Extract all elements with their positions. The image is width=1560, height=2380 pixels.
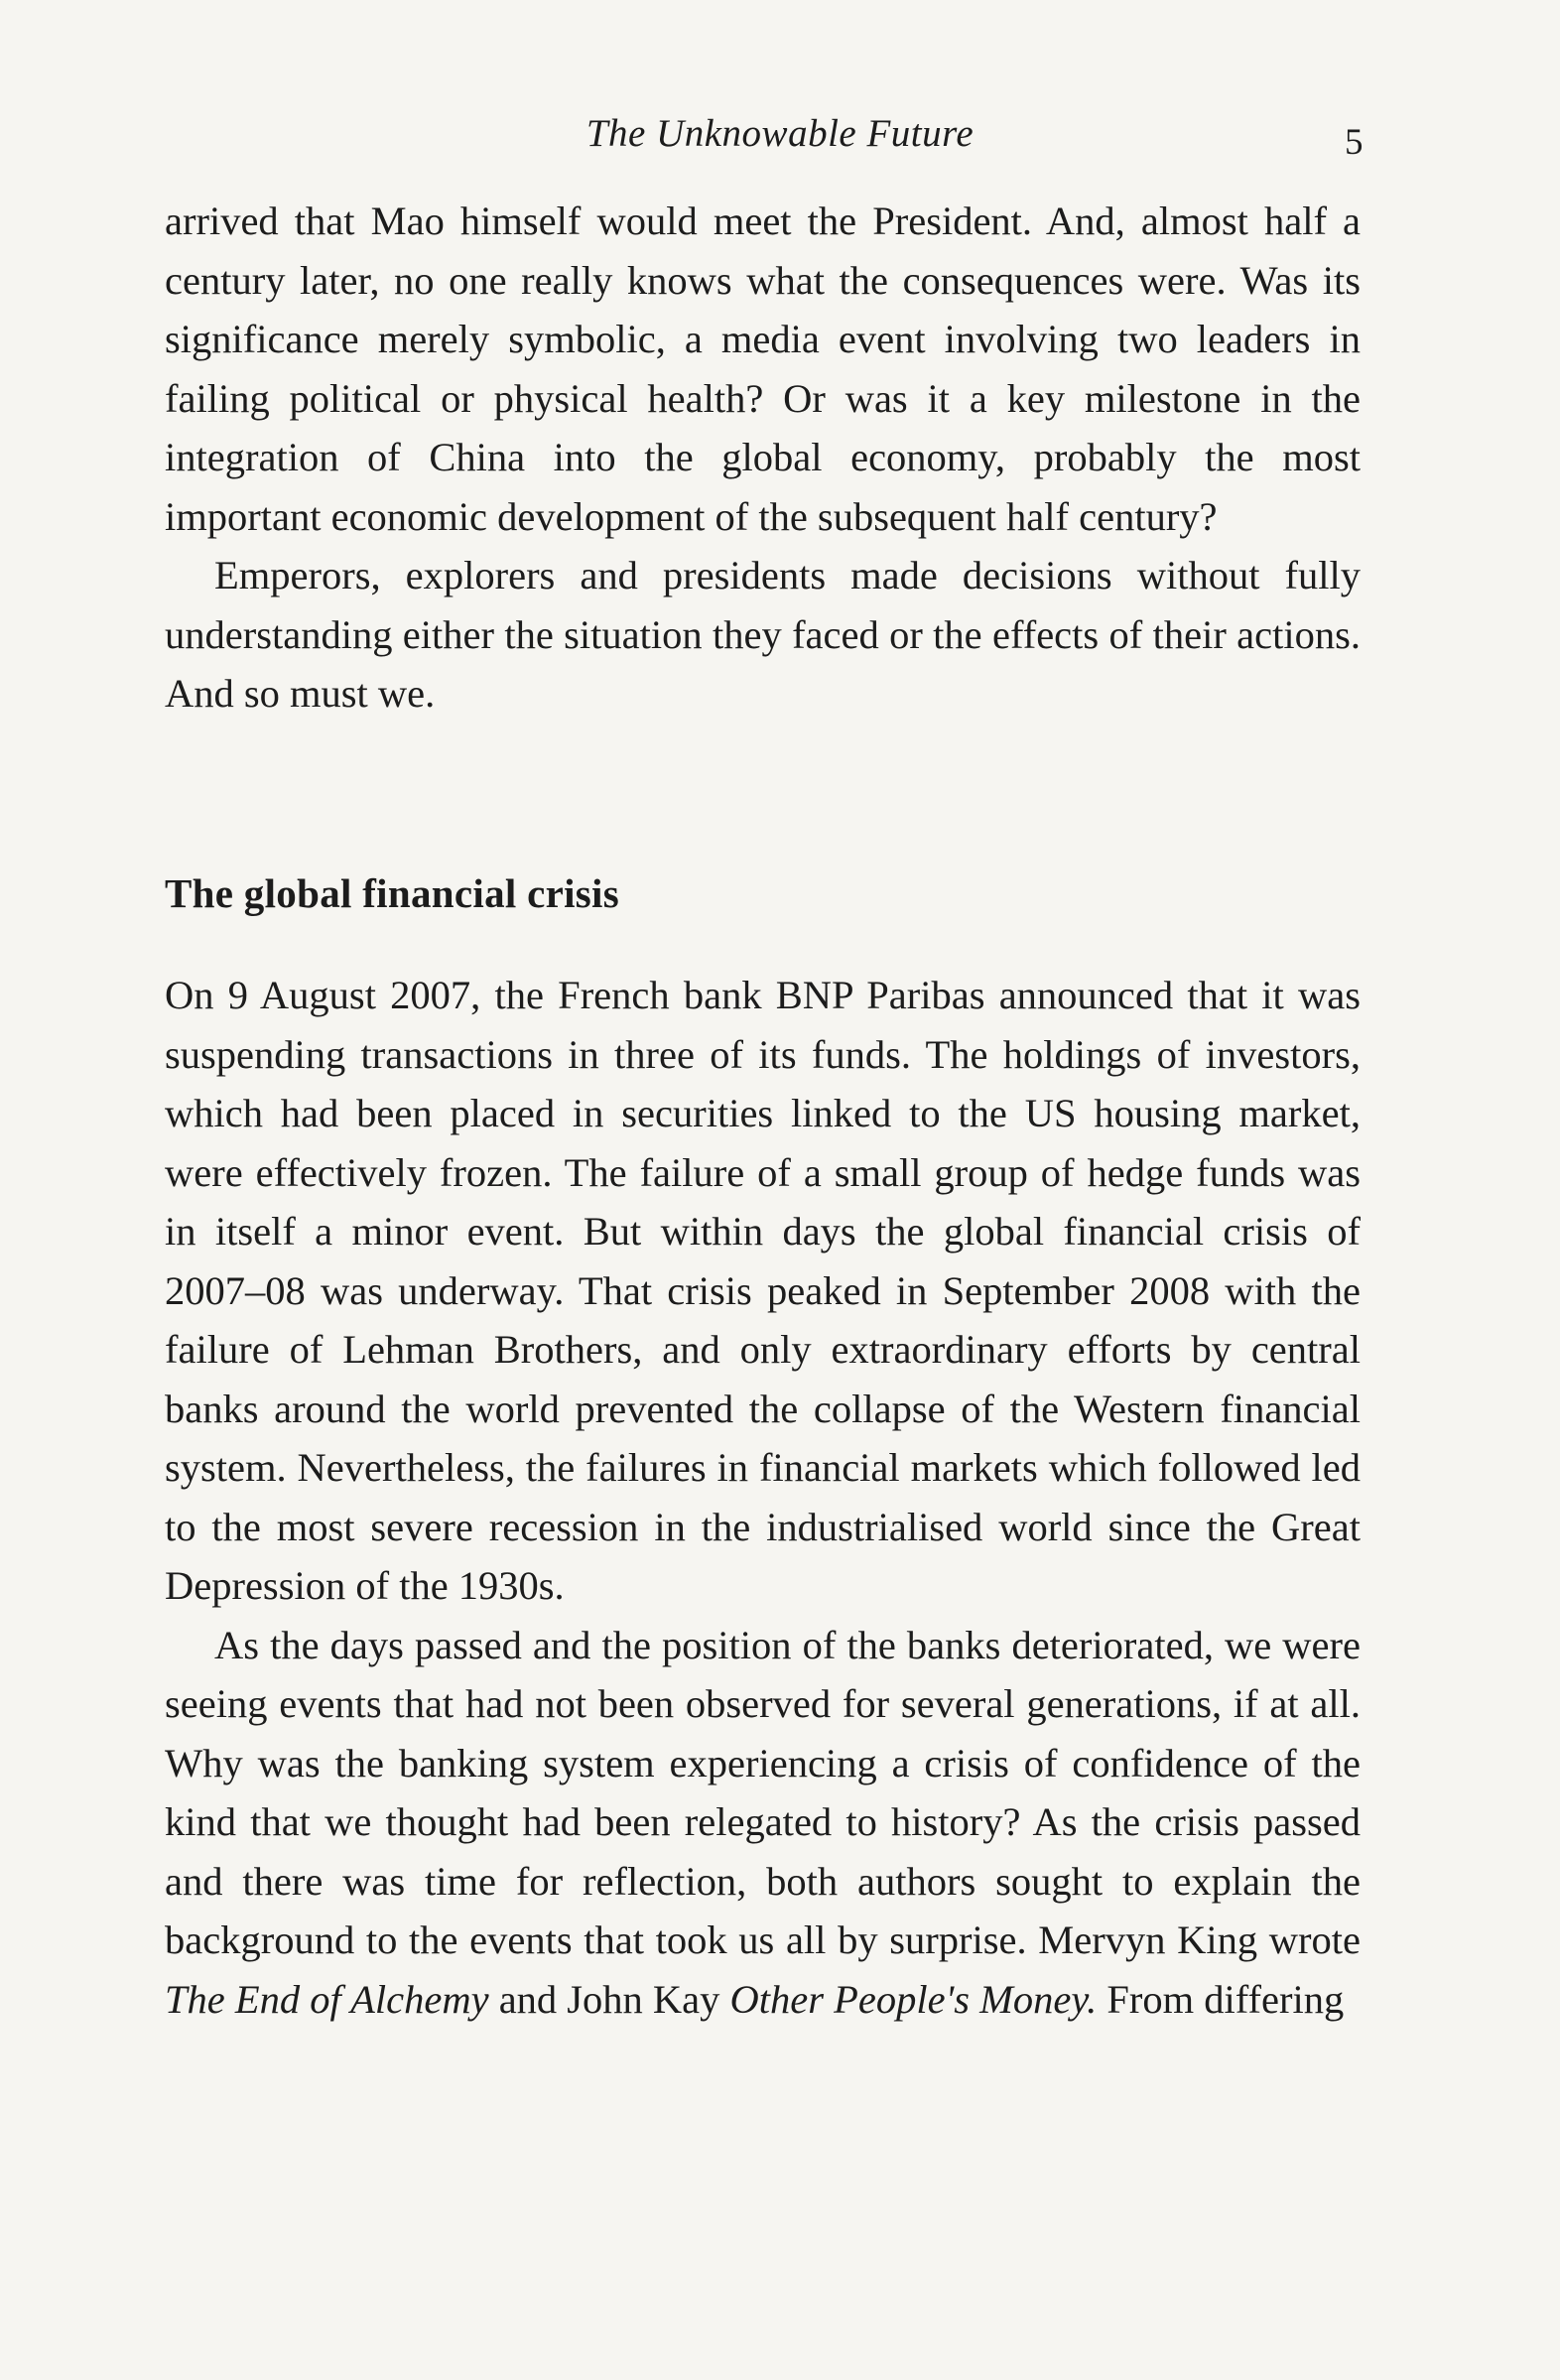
book-title-other-peoples-money: Other People's Money.: [729, 1976, 1098, 2022]
section-heading: The global financial crisis: [165, 870, 619, 916]
paragraph-3: On 9 August 2007, the French bank BNP Paribas announced that it was suspending transactions in three of its funds. The holdings of investors, which had been placed in securities linked to the US housing market, were effectively frozen. The failure of a small group of hedge funds was in itself a minor event. But within days the global financial crisis of 2007–08 was underway. That crisis peaked in September 2008 with the failure of Lehman Brothers, and only extraordinary efforts by central banks around the world prevented the collapse of the Western financial system. Nevertheless, the failures in financial markets which followed led to the most severe recession in the industrialised world since the Great Depression of the 1930s.: [165, 973, 1361, 1608]
paragraph-2: Emperors, explorers and presidents made decisions without fully understanding either the situation they faced or the effects of their actions. And so must we.: [165, 553, 1361, 716]
running-title: The Unknowable Future: [585, 112, 975, 155]
running-header: [0, 111, 1560, 171]
paragraph-4-text-a: As the days passed and the position of the banks deteriorated, we were seeing events that had not been observed for several generations, if at all. Why was the banking system experiencing a crisis of confidence of the kind that we thought had been relegated to history? As the crisis passed and there was time for reflection, both authors sought to explain the background to the events that took us all by surprise. Mervyn King wrote: [165, 1622, 1361, 1962]
text-block-2: [165, 966, 1361, 2029]
paragraph-4: [165, 1616, 1361, 2030]
paragraph-1: arrived that Mao himself would meet the President. And, almost half a century later, no one really knows what the consequences were. Was its significance merely symbolic, a media event involving two leaders in failing political or physical health? Or was it a key milestone in the integration of China into the global economy, probably the most important economic development of the subsequent half century?: [165, 198, 1361, 539]
text-block-1: [165, 192, 1361, 724]
paragraph-4-text-c: From differing: [1097, 1976, 1345, 2022]
paragraph-4-text-b: and John Kay: [488, 1976, 730, 2022]
page-number: 5: [1345, 122, 1364, 163]
book-title-end-of-alchemy: The End of Alchemy: [165, 1976, 489, 2022]
